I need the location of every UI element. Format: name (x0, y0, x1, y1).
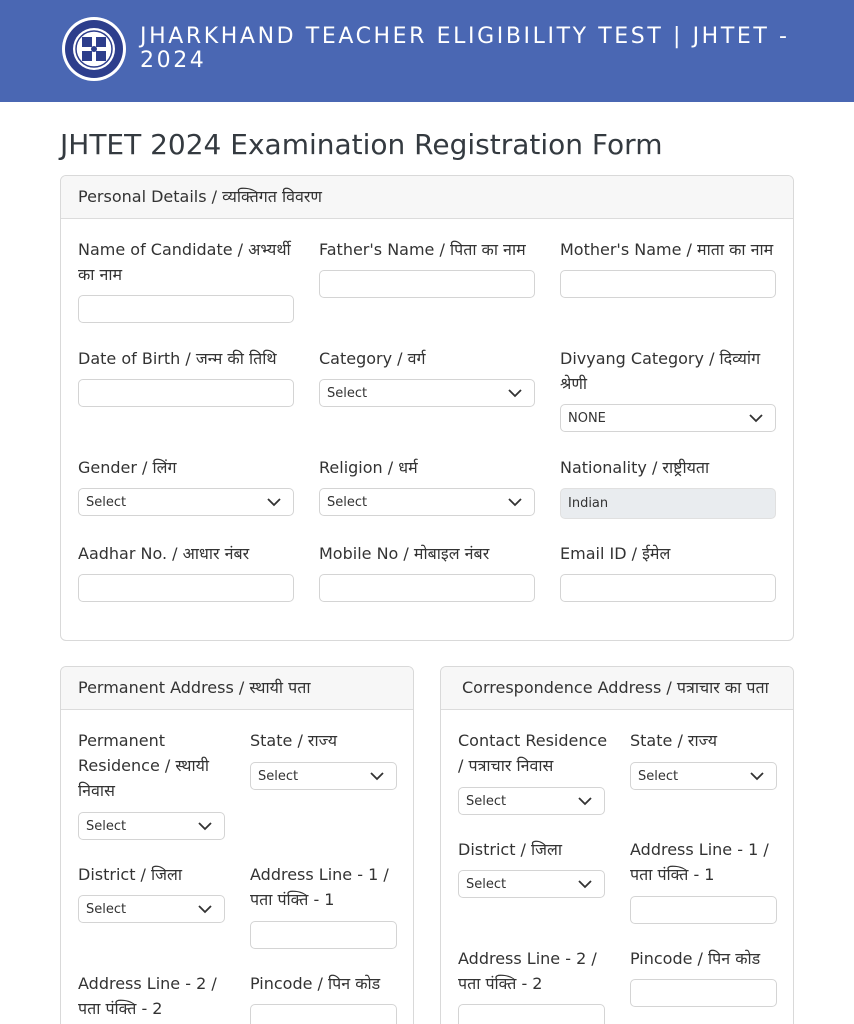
permanent-address1-input[interactable] (250, 921, 397, 949)
page-title: JHTET 2024 Examination Registration Form (60, 128, 663, 161)
permanent-state-label: State / राज्य (250, 731, 338, 750)
category-label: Category / वर्ग (319, 349, 426, 368)
gender-field (78, 455, 308, 480)
permanent-address2-field (78, 971, 233, 1021)
gender-select-value: Select (86, 495, 127, 510)
category-select[interactable] (319, 379, 535, 407)
nationality-input (560, 488, 776, 519)
permanent-address1-field (250, 862, 405, 912)
chevron-down-icon (749, 414, 763, 423)
candidate-name-field (78, 237, 295, 287)
mobile-input[interactable] (319, 574, 535, 602)
father-name-input[interactable] (319, 270, 535, 298)
nationality-value: Indian (568, 496, 609, 511)
correspondence-address2-input[interactable] (458, 1004, 605, 1024)
permanent-district-select[interactable] (78, 895, 225, 923)
divyang-select[interactable] (560, 404, 776, 432)
correspondence-address-card (440, 666, 794, 1024)
contact-residence-value: Select (466, 794, 507, 809)
father-name-field (319, 237, 549, 262)
contact-residence-label: Contact Residence / पत्राचार निवास (458, 731, 608, 775)
aadhar-input[interactable] (78, 574, 294, 602)
permanent-pincode-input[interactable] (250, 1004, 397, 1024)
permanent-district-value: Select (86, 902, 127, 917)
correspondence-pincode-label: Pincode / पिन कोड (630, 949, 761, 968)
permanent-state-value: Select (258, 769, 299, 784)
permanent-residence-field (78, 728, 228, 803)
divyang-select-value: NONE (568, 411, 606, 426)
chevron-down-icon (198, 905, 212, 914)
correspondence-district-value: Select (466, 877, 507, 892)
correspondence-address2-field (458, 946, 613, 996)
mobile-label: Mobile No / मोबाइल नंबर (319, 544, 490, 563)
mother-name-field (560, 237, 790, 262)
correspondence-state-select[interactable] (630, 762, 777, 790)
permanent-pincode-field (250, 971, 405, 996)
header-title: JHARKHAND TEACHER ELIGIBILITY TEST | JHTET - 2024 (140, 24, 790, 73)
religion-label: Religion / धर्म (319, 458, 418, 477)
correspondence-address1-label: Address Line - 1 / पता पंक्ति - 1 (630, 840, 769, 884)
correspondence-address1-field (630, 837, 785, 887)
permanent-address2-label: Address Line - 2 / पता पंक्ति - 2 (78, 974, 217, 1018)
email-input[interactable] (560, 574, 776, 602)
category-field (319, 346, 549, 371)
mother-name-input[interactable] (560, 270, 776, 298)
chevron-down-icon (578, 880, 592, 889)
father-name-label: Father's Name / पिता का नाम (319, 240, 526, 259)
divyang-field (560, 346, 775, 396)
candidate-name-input[interactable] (78, 295, 294, 323)
permanent-address-card (60, 666, 414, 1024)
gender-label: Gender / लिंग (78, 458, 177, 477)
correspondence-district-field (458, 837, 608, 862)
category-select-value: Select (327, 386, 368, 401)
nationality-field (560, 455, 790, 480)
mother-name-label: Mother's Name / माता का नाम (560, 240, 774, 259)
chevron-down-icon (267, 498, 281, 507)
permanent-state-field (250, 728, 400, 753)
personal-details-heading: Personal Details / व्यक्तिगत विवरण (61, 176, 793, 219)
gender-select[interactable] (78, 488, 294, 516)
religion-select[interactable] (319, 488, 535, 516)
personal-details-card (60, 175, 794, 641)
chevron-down-icon (750, 772, 764, 781)
correspondence-district-select[interactable] (458, 870, 605, 898)
chevron-down-icon (370, 772, 384, 781)
email-field (560, 541, 790, 566)
correspondence-state-value: Select (638, 769, 679, 784)
chevron-down-icon (198, 822, 212, 831)
email-label: Email ID / ईमेल (560, 544, 671, 563)
dob-field (78, 346, 308, 371)
correspondence-address2-label: Address Line - 2 / पता पंक्ति - 2 (458, 949, 597, 993)
permanent-state-select[interactable] (250, 762, 397, 790)
permanent-residence-value: Select (86, 819, 127, 834)
contact-residence-field (458, 728, 613, 778)
contact-residence-select[interactable] (458, 787, 605, 815)
permanent-residence-label: Permanent Residence / स्थायी निवास (78, 731, 210, 800)
aadhar-field (78, 541, 308, 566)
chevron-down-icon (508, 498, 522, 507)
correspondence-address1-input[interactable] (630, 896, 777, 924)
candidate-name-label: Name of Candidate / अभ्यर्थी का नाम (78, 240, 291, 284)
permanent-district-label: District / जिला (78, 865, 183, 884)
correspondence-state-field (630, 728, 780, 753)
dob-input[interactable] (78, 379, 294, 407)
chevron-down-icon (578, 797, 592, 806)
permanent-district-field (78, 862, 228, 887)
permanent-pincode-label: Pincode / पिन कोड (250, 974, 381, 993)
mobile-field (319, 541, 549, 566)
correspondence-state-label: State / राज्य (630, 731, 718, 750)
religion-field (319, 455, 549, 480)
dob-label: Date of Birth / जन्म की तिथि (78, 349, 277, 368)
divyang-label: Divyang Category / दिव्यांग श्रेणी (560, 349, 761, 393)
chevron-down-icon (508, 389, 522, 398)
correspondence-pincode-input[interactable] (630, 979, 777, 1007)
nationality-label: Nationality / राष्ट्रीयता (560, 458, 710, 477)
correspondence-address-heading: Correspondence Address / पत्राचार का पता (441, 667, 793, 710)
permanent-residence-select[interactable] (78, 812, 225, 840)
correspondence-pincode-field (630, 946, 785, 971)
aadhar-label: Aadhar No. / आधार नंबर (78, 544, 250, 563)
permanent-address-heading: Permanent Address / स्थायी पता (61, 667, 413, 710)
site-header (0, 0, 854, 102)
correspondence-district-label: District / जिला (458, 840, 563, 859)
permanent-address1-label: Address Line - 1 / पता पंक्ति - 1 (250, 865, 389, 909)
religion-select-value: Select (327, 495, 368, 510)
emblem-logo-icon (61, 16, 127, 82)
